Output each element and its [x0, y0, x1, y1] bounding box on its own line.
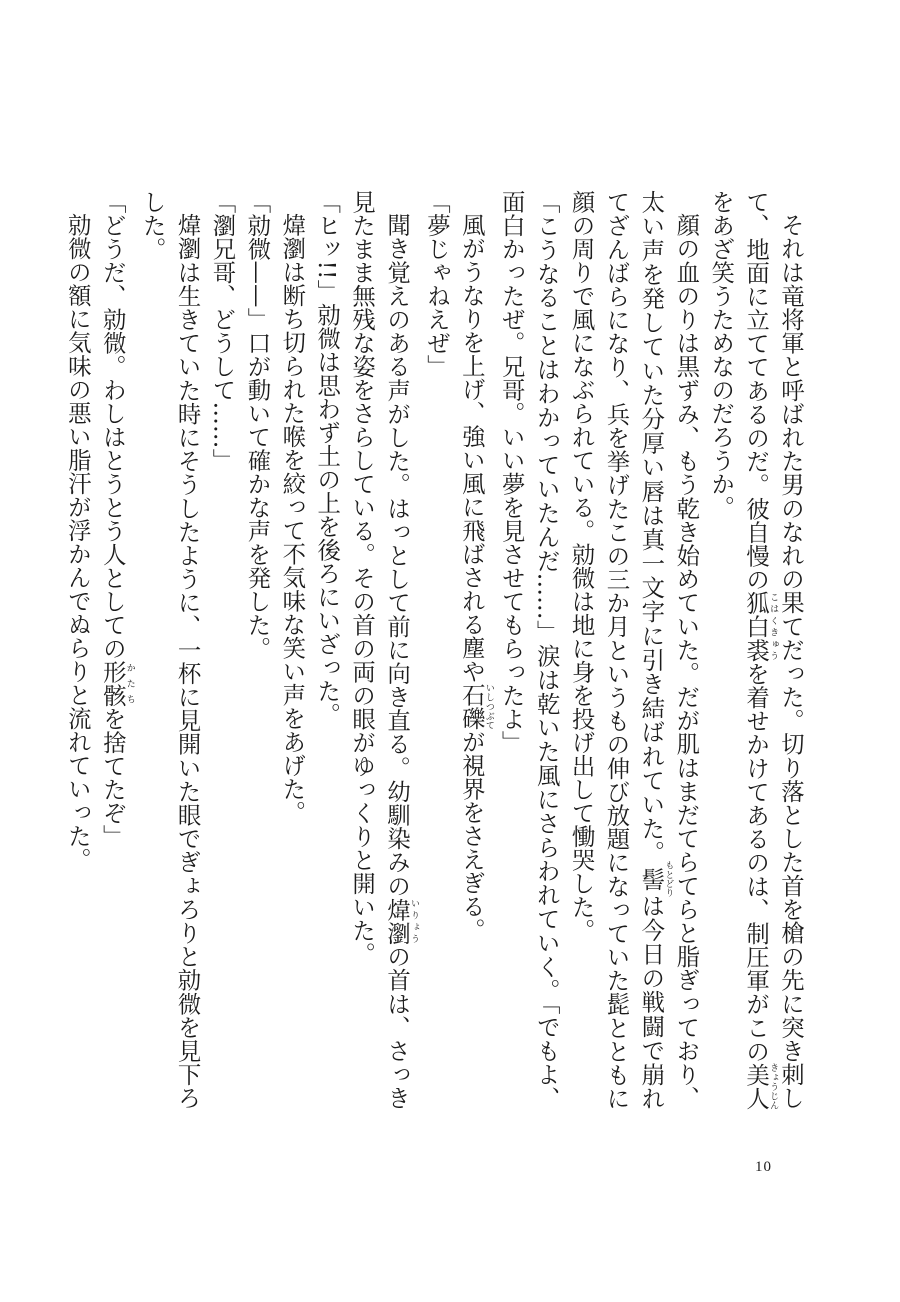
ruby-reading: こはくきゅう: [768, 591, 779, 662]
text-run: を捨てたぞ」: [98, 707, 127, 848]
text-run: 風がうなりを上げ、強い風に飛ばされる塵や: [457, 213, 486, 684]
text-run: 「夢じゃねえぜ」: [422, 190, 451, 378]
paragraph: [95, 190, 135, 1110]
ruby-base: 形骸: [98, 660, 127, 707]
ruby-base: 美人: [742, 1062, 771, 1111]
paragraph: [309, 190, 344, 1110]
ruby-reading: いしつぶて: [483, 683, 494, 731]
paragraph: [60, 190, 95, 1110]
text-run: 「ヒッ!!」勍微は思わず土の上を後ろにいざった。: [313, 190, 342, 726]
text-run: の首は、さっき見たまま無残な姿をさらしている。その首の両の眼がゆっくりと開いた。: [348, 190, 412, 1111]
paragraph: [419, 190, 454, 1110]
text-run: それは竜将軍と呼ばれた男のなれの果てだった。切り落とした首を槍の先に突き刺して、地面に立ててあるのだ。彼自慢の: [742, 190, 805, 1110]
paragraph: [135, 190, 205, 1110]
text-run: 煒瀏は断ち切られた喉を絞って不気味な笑い声をあげた。: [278, 213, 307, 825]
paragraph: [564, 190, 704, 1110]
text-run: 「瀏兄哥、どうして……」: [208, 190, 237, 472]
paragraph: [454, 190, 494, 1110]
ruby-reading: いりょう: [409, 897, 420, 945]
text-run: 「こうなることはわかっていたんだ……」涙は乾いた風にさらわれていく。「でもよ、面白かったぜ。兄哥。いい夢を見させてもらったよ」: [497, 190, 561, 1110]
text-run: 聞き覚えのある声がした。はっとして前に向き直る。幼馴染みの: [383, 213, 412, 898]
ruby-base: 煒瀏: [383, 897, 412, 945]
ruby-annotation: [98, 660, 135, 707]
vertical-text-body: [60, 190, 808, 1110]
ruby-reading: もとどり: [663, 860, 674, 898]
text-run: は今日の戦闘で崩れてざんばらになり、兵を挙げたこの三か月というもの伸び放題になっていた髭とともに顔の周りで風になぶられている。勍微は地に身を投げ出して慟哭した。: [567, 190, 666, 1111]
text-run: 顔の血のりは黒ずみ、もう乾き始めていた。だが肌はまだてらてらと脂ぎっており、太い声を発していた分厚い唇は真一文字に引き結ばれていた。: [637, 190, 701, 1110]
paragraph: [703, 190, 808, 1110]
ruby-reading: きょうじん: [768, 1062, 779, 1111]
page-number: 10: [755, 1159, 772, 1175]
ruby-annotation: [742, 591, 779, 662]
paragraph: [205, 190, 240, 1110]
ruby-base: 狐白裘: [742, 591, 771, 662]
text-run: 勍微の額に気味の悪い脂汗が浮かんでぬらりと流れていった。: [63, 213, 92, 872]
paragraph: [494, 190, 564, 1110]
text-run: を着せかけてあるのは、制圧軍がこの: [742, 661, 771, 1063]
text-run: をあざ笑うためなのだろうか。: [707, 190, 736, 519]
paragraph: [274, 190, 309, 1110]
ruby-reading: かたち: [124, 660, 135, 707]
text-run: 煒瀏は生きていた時にそうしたように、一杯に見開いた眼でぎょろりと勍微を見下ろした。: [138, 190, 202, 1110]
ruby-annotation: [457, 683, 494, 731]
ruby-annotation: [637, 860, 674, 898]
paragraph: [344, 190, 419, 1110]
text-run: が視界をさえぎる。: [457, 730, 486, 942]
text-run: 「どうだ、勍微。わしはとうとう人としての: [98, 190, 127, 660]
ruby-base: 石礫: [457, 683, 486, 731]
text-run: 「勍微——」口が動いて確かな声を発した。: [243, 190, 272, 660]
ruby-annotation: [742, 1062, 779, 1111]
paragraph: [240, 190, 275, 1110]
ruby-annotation: [383, 897, 420, 945]
ruby-base: 髻: [637, 860, 666, 898]
